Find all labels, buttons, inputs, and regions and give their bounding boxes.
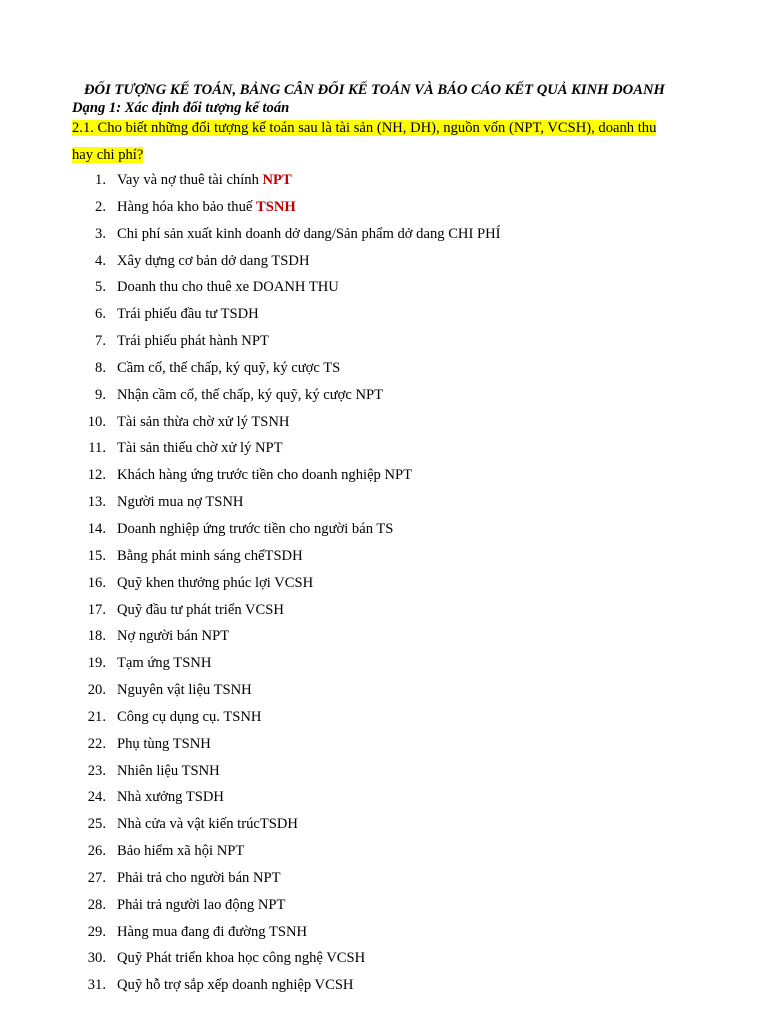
list-item-text bbox=[117, 301, 259, 328]
list-item-text bbox=[117, 865, 281, 892]
list-item-number: 18. bbox=[87, 628, 106, 645]
list-item-label: Người mua nợ TSNH bbox=[117, 494, 244, 511]
list-item-number: 25. bbox=[87, 816, 106, 833]
list-item-text bbox=[117, 784, 224, 811]
list-item-number: 8. bbox=[95, 359, 106, 376]
list-item-text bbox=[117, 167, 292, 194]
list-item-text bbox=[117, 570, 313, 597]
list-item-text bbox=[117, 892, 285, 919]
list-item-label: Doanh nghiệp ứng trước tiền cho người bán TS bbox=[117, 520, 394, 537]
list-item-number: 24. bbox=[87, 789, 106, 806]
list-item-text bbox=[117, 462, 412, 489]
list-item-number: 30. bbox=[87, 950, 106, 967]
list-item-label: Nợ người bán NPT bbox=[117, 628, 230, 645]
list-item-label: Phụ tùng TSNH bbox=[117, 735, 211, 752]
list-item-number: 21. bbox=[87, 708, 106, 725]
list-item-text bbox=[117, 838, 244, 865]
list-item-label: Xây dựng cơ bản dở dang TSDH bbox=[117, 252, 310, 269]
list-item-text bbox=[117, 274, 339, 301]
list-item-number: 14. bbox=[87, 520, 106, 537]
list-item-label: Bằng phát minh sáng chếTSDH bbox=[117, 547, 303, 564]
list-item-number: 5. bbox=[95, 279, 106, 296]
question-line-1: 2.1. Cho biết những đối tượng kế toán sau là tài sản (NH, DH), nguồn vốn (NPT, VCSH), doanh thu bbox=[72, 120, 657, 136]
list-item-label: Trái phiếu đầu tư TSDH bbox=[117, 306, 259, 323]
list-item-text bbox=[117, 919, 307, 946]
list-item-label: Nhiên liệu TSNH bbox=[117, 762, 220, 779]
list-item-text bbox=[117, 194, 296, 221]
list-item-text bbox=[117, 758, 220, 785]
list-item-number: 19. bbox=[87, 655, 106, 672]
list-item-label: Quỹ Phát triển khoa học công nghệ VCSH bbox=[117, 950, 366, 967]
list-item-text bbox=[117, 623, 229, 650]
list-item-number: 31. bbox=[87, 977, 106, 994]
list-item-number: 3. bbox=[95, 225, 106, 242]
question-line-2: hay chi phí? bbox=[72, 147, 144, 163]
list-item-label: Nhà cửa và vật kiến trúcTSDH bbox=[117, 816, 298, 833]
list-item-text bbox=[117, 248, 310, 275]
list-item-text bbox=[117, 221, 501, 248]
list-item-text bbox=[117, 435, 283, 462]
list-item-label: Phải trả cho người bán NPT bbox=[117, 869, 281, 886]
list-item-number: 7. bbox=[95, 333, 106, 350]
list-item-label: Nhận cầm cố, thế chấp, ký quỹ, ký cược NPT bbox=[117, 386, 384, 403]
list-item-number: 22. bbox=[87, 735, 106, 752]
list-item-label: Tạm ứng TSNH bbox=[117, 655, 212, 672]
list-item-label: Nhà xưởng TSDH bbox=[117, 789, 224, 806]
list-item-text bbox=[117, 811, 298, 838]
list-item-text bbox=[117, 409, 289, 436]
list-item-label: Nguyên vật liệu TSNH bbox=[117, 682, 252, 699]
list-item-label: Bảo hiểm xã hội NPT bbox=[117, 843, 245, 860]
list-item-number: 16. bbox=[87, 574, 106, 591]
list-item-text bbox=[117, 945, 365, 972]
list-item-text bbox=[117, 355, 340, 382]
list-item-number: 13. bbox=[87, 494, 106, 511]
list-item-label: Chi phí sản xuất kinh doanh dở dang/Sản phẩm dở dang CHI PHÍ bbox=[117, 225, 501, 242]
list-item-answer: NPT bbox=[262, 172, 292, 188]
section-title: Dạng 1: Xác định đối tượng kế toán bbox=[72, 100, 290, 116]
list-item-number: 9. bbox=[95, 386, 106, 403]
list-item-text bbox=[117, 328, 269, 355]
list-item-text bbox=[117, 516, 393, 543]
list-item-answer: TSNH bbox=[256, 198, 296, 215]
list-item-number: 27. bbox=[87, 869, 106, 886]
list-item-number: 15. bbox=[87, 547, 106, 564]
list-item-number: 10. bbox=[87, 413, 106, 430]
list-item-number: 2. bbox=[95, 198, 106, 215]
list-item-text bbox=[117, 382, 383, 409]
list-item-number: 1. bbox=[95, 172, 106, 188]
list-item-number: 17. bbox=[87, 601, 106, 618]
list-item-text bbox=[117, 677, 252, 704]
list-item-label: Phải trả người lao động NPT bbox=[117, 896, 286, 913]
list-item-number: 12. bbox=[87, 467, 106, 484]
list-item-number: 29. bbox=[87, 923, 106, 940]
list-item-label: Vay và nợ thuê tài chính bbox=[117, 172, 263, 188]
list-item-label: Khách hàng ứng trước tiền cho doanh nghiệp NPT bbox=[117, 467, 413, 484]
list-item-text bbox=[117, 489, 243, 516]
list-item-number: 28. bbox=[87, 896, 106, 913]
list-item-text bbox=[117, 543, 303, 570]
list-item-number: 23. bbox=[87, 762, 106, 779]
list-item-label: Cầm cố, thế chấp, ký quỹ, ký cược TS bbox=[117, 359, 341, 376]
list-item-number: 11. bbox=[88, 440, 106, 457]
list-item-number: 6. bbox=[95, 306, 106, 323]
list-item-label: Doanh thu cho thuê xe DOANH THU bbox=[117, 279, 339, 296]
list-item-label: Trái phiếu phát hành NPT bbox=[117, 333, 269, 350]
list-item-label: Tài sản thừa chờ xử lý TSNH bbox=[117, 413, 290, 430]
list-item-label: Quỹ khen thưởng phúc lợi VCSH bbox=[117, 574, 314, 591]
list-item-label: Quỹ đầu tư phát triển VCSH bbox=[117, 601, 284, 618]
list-item-label: Hàng mua đang đi đường TSNH bbox=[117, 923, 308, 940]
list-item-number: 20. bbox=[87, 682, 106, 699]
list-item-label: Hàng hóa kho bảo thuế bbox=[117, 198, 257, 215]
list-item-number: 4. bbox=[95, 252, 106, 269]
list-item-text bbox=[117, 597, 284, 624]
list-item-label: Tài sản thiếu chờ xử lý NPT bbox=[117, 440, 283, 457]
document-title: ĐỐI TƯỢNG KẾ TOÁN, BẢNG CÂN ĐỐI KẾ TOÁN VÀ BÁO CÁO KẾT QUẢ KINH DOANH bbox=[84, 82, 665, 98]
list-item-text bbox=[117, 704, 261, 731]
list-item-text bbox=[117, 731, 211, 758]
question-prompt bbox=[72, 115, 692, 169]
list-item-label: Quỹ hỗ trợ sắp xếp doanh nghiệp VCSH bbox=[117, 977, 354, 994]
list-item-text bbox=[117, 650, 211, 677]
list-item-label: Công cụ dụng cụ. TSNH bbox=[117, 708, 262, 725]
list-item-text bbox=[117, 972, 353, 999]
list-item-number: 26. bbox=[87, 843, 106, 860]
